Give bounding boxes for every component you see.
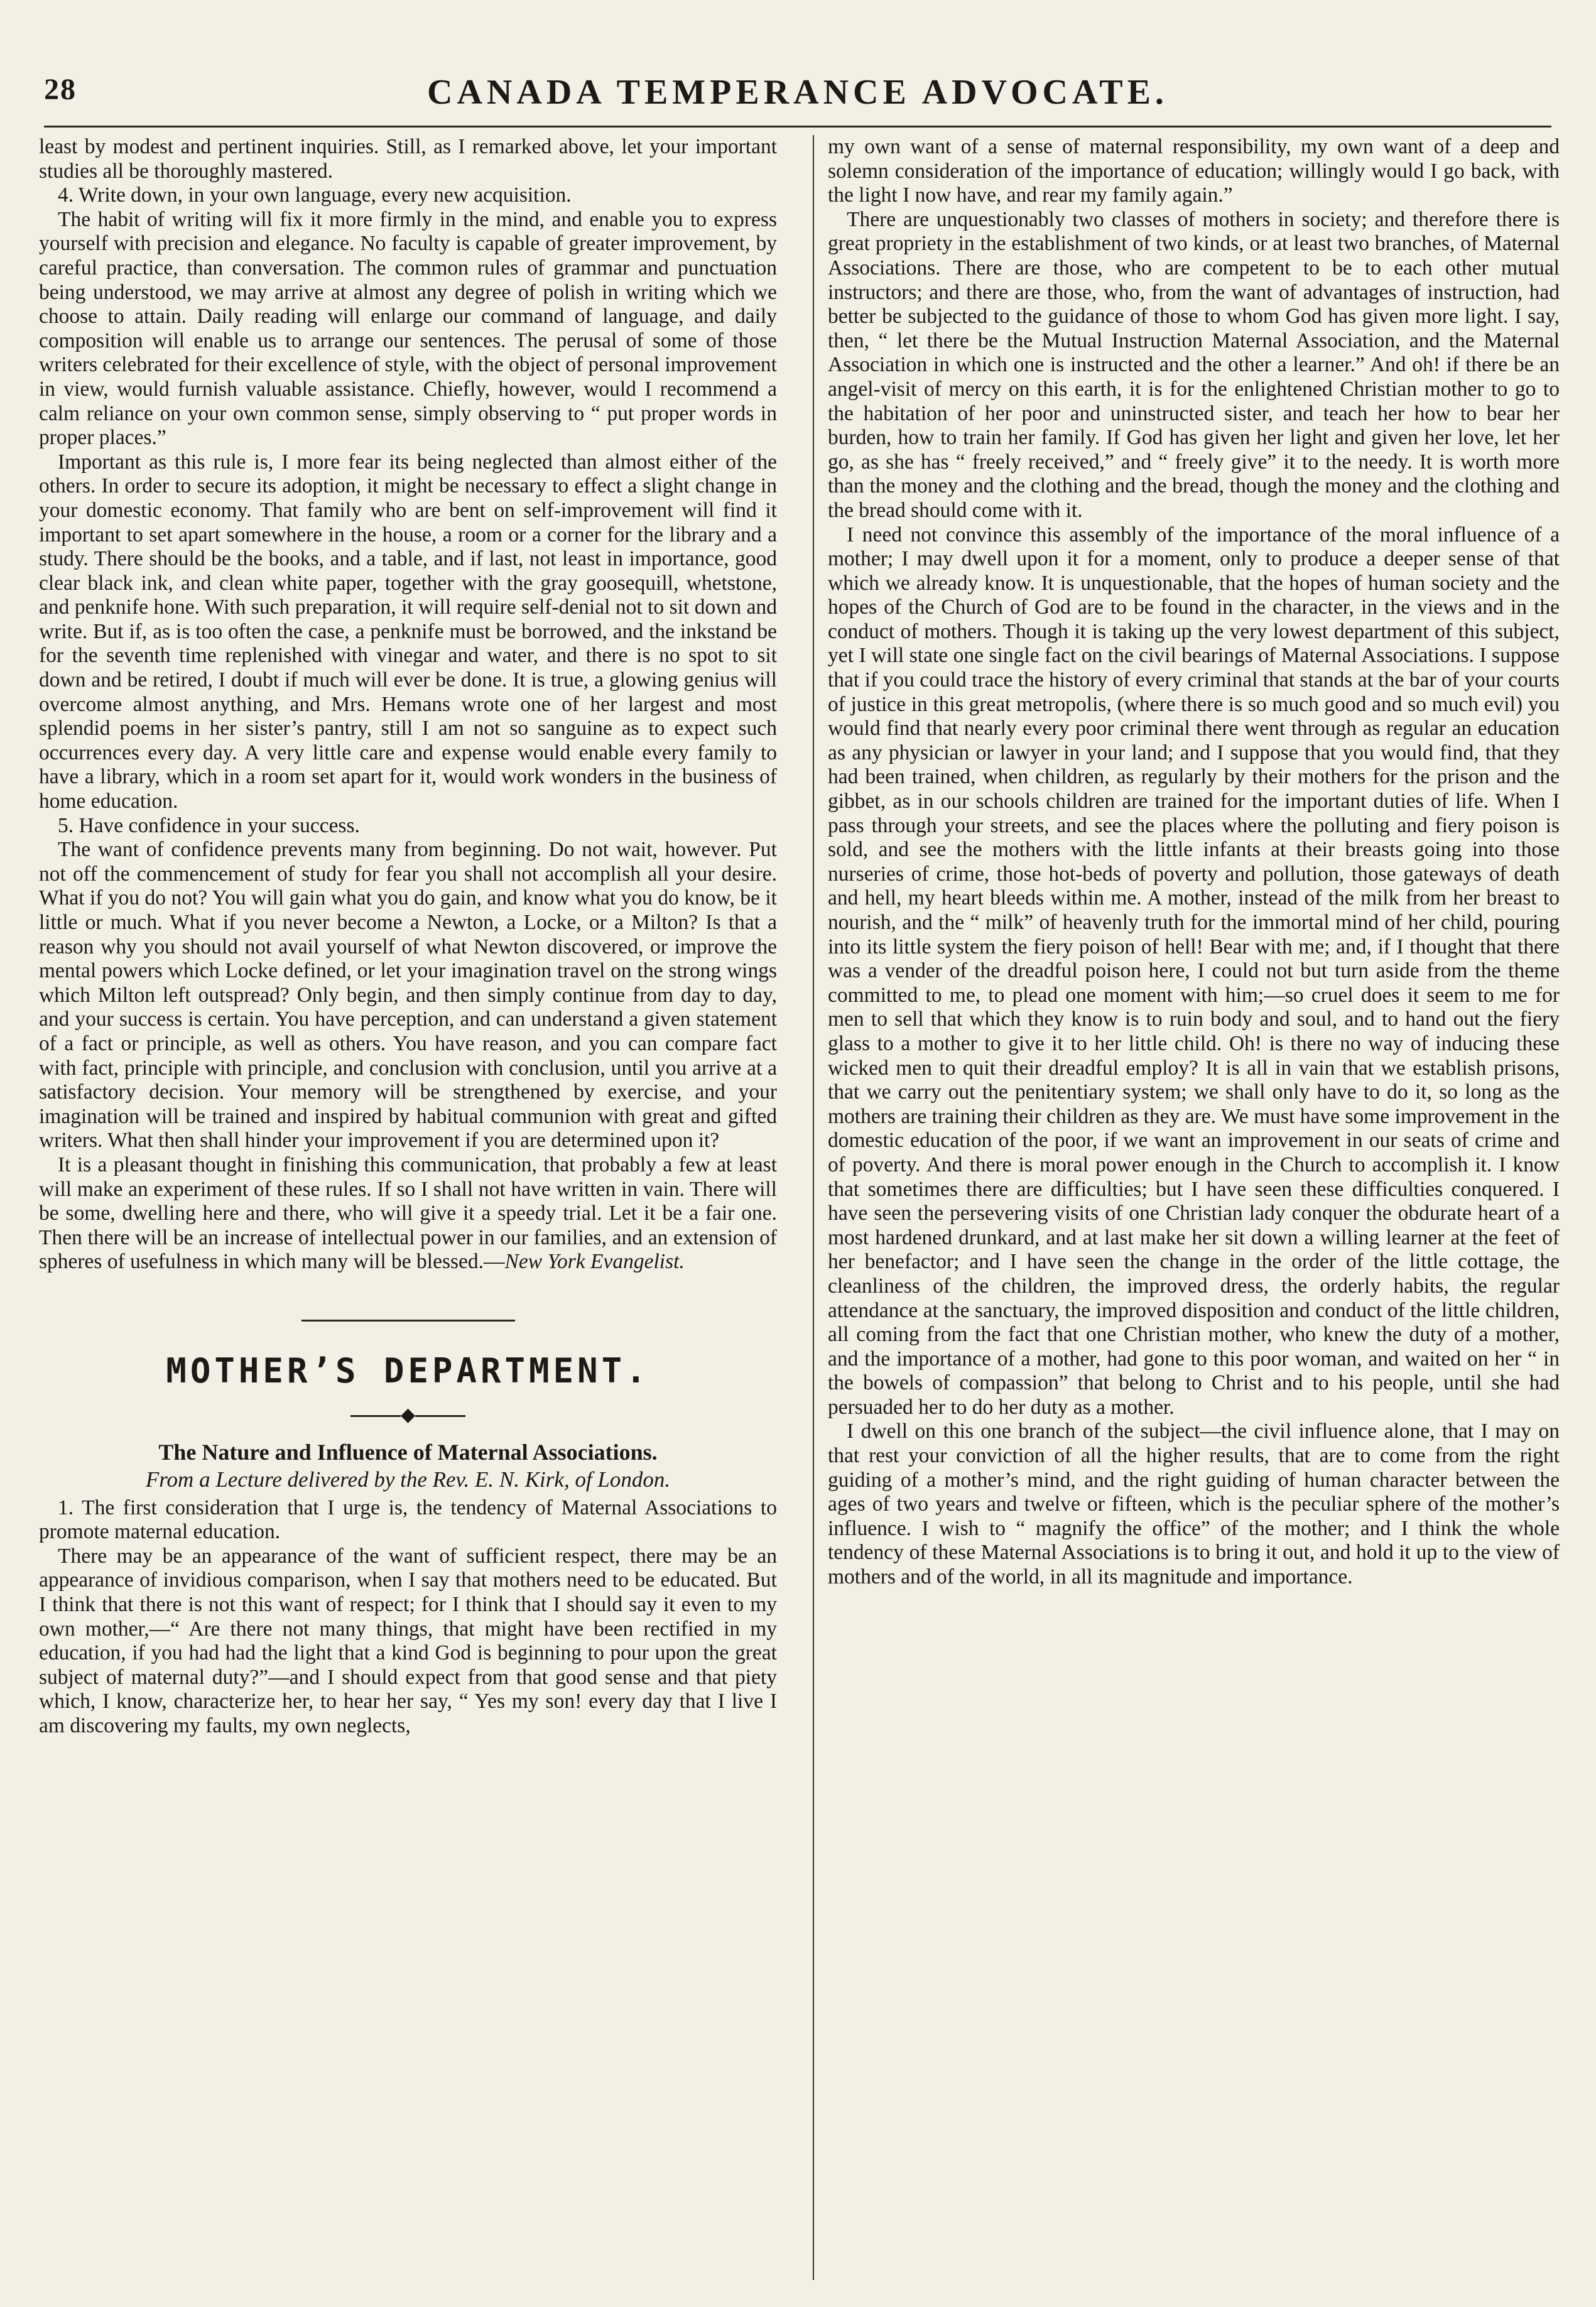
section-title: MOTHER’S DEPARTMENT. [166, 1350, 650, 1391]
numbered-heading: 4. Write down, in your own language, every new acquisition. [58, 183, 572, 207]
page-number: 28 [44, 73, 77, 106]
column-divider [813, 135, 814, 2280]
masthead: CANADA TEMPERANCE ADVOCATE. [427, 73, 1168, 112]
section-rule [301, 1320, 515, 1322]
paragraph-text: It is a pleasant thought in finishing this communication, that probably a few at least will make an experiment of these rules. If so I shall not have written in vain. There will be some, dwelling here and there, who will give it a speedy trial. Let it be a fair one. Then there will be an increase of intellectual power in our families, and an extension of spheres of usefulness in which many will be blessed.— [39, 1153, 777, 1274]
article-subtitle: From a Lecture delivered by the Rev. E. N. Kirk, of London. [145, 1467, 671, 1492]
paragraph: There may be an appearance of the want of sufficient respect, there may be an appearance of invidious comparison, when I say that mothers need to be educated. But I think that there is not this want of respect; for I think that I should say it even to my own mother,—“ Are there not many things, that might have been rectified in my education, if you had had the light that a kind God is beginning to pour upon the great subject of maternal duty?”—and I should expect from that good sense and that piety which, I know, characterize her, to hear her say, “ Yes my son! every day that I live I am discovering my faults, my own neglects, [39, 1544, 777, 1738]
page-header [44, 72, 1551, 122]
paragraph: Important as this rule is, I more fear its being neglected than almost either of the others. In order to secure its adoption, it might be necessary to effect a slight change in your domestic economy. That family who are bent on self-improvement will find it important to set apart somewhere in the house, a room or a corner for the library and a study. There should be the books, and a table, and if last, not least in importance, good clear black ink, and clean white paper, together with the gray goosequill, whetstone, and penknife hone. With such preparation, it will require self-denial not to sit down and write. But if, as is too often the case, a penknife must be borrowed, and the inkstand be for the seventh time replenished with vinegar and water, and there is no spot to sit down and be retired, I doubt if much will ever be done. It is true, a glowing genius will overcome almost anything, and Mrs. Hemans wrote one of her largest and most splendid poems in her sister’s pantry, still I am not so sanguine as to expect such occurrences every day. A very little care and expense would enable every family to have a library, which in a room set apart for it, would work wonders in the business of home education. [39, 450, 777, 813]
article-title: The Nature and Influence of Maternal Associations. [158, 1439, 658, 1465]
paragraph: I need not convince this assembly of the importance of the moral influence of a mother; I may dwell upon it for a moment, only to produce a deeper sense of that which we already know. It is unquestionable, that the hopes of human society and the hopes of the Church of God are to be found in the character, in the views and in the conduct of mothers. Though it is taking up the very lowest department of this subject, yet I will state one single fact on the civil bearings of Maternal Associations. I suppose that if you could trace the history of every criminal that stands at the bar of your courts of justice in this great metropolis, (where there is so much good and so much evil) you would find that nearly every poor criminal there went through as regular an education as any physician or lawyer in your land; and I suppose that you would find, that they had been trained, when children, as regularly by their mothers for the prison and the gibbet, as in our schools children are trained for the important duties of life. When I pass through your streets, and see the places where the polluting and fiery poison is sold, and see the mothers with the little infants at their breasts going into those nurseries of crime, those hot-beds of poverty and pollution, those gateways of death and hell, my heart bleeds within me. A mother, instead of the milk from her breast to nourish, and the “ milk” of heavenly truth for the immortal mind of her child, pouring into its little system the fiery poison of hell! Bear with me; and, if I thought that there was a vender of the dreadful poison here, I could not but turn aside from the theme committed to me, to plead one moment with him;—so cruel does it seem to me for men to sell that which they know is to ruin body and soul, and to hand out the fiery glass to a mother to give it to her little child. Oh! is there no way of inducing these wicked men to quit their dreadful employ? It is all in vain that we establish prisons, that we carry out the penitentiary system; we shall only have to do it, so long as the mothers are training their children as they are. We must have some improvement in the domestic education of the poor, if we want an improvement in our seats of crime and of poverty. And there is moral power enough in the Church to accomplish it. I know that sometimes there are difficulties; but I have seen these difficulties conquered. I have seen the persevering visits of one Christian lady conquer the obdurate heart of a most hardened drunkard, and at last make her sit down a willing learner at the feet of her benefactor; and I have seen the change in the order of the little cottage, the cleanliness of the children, the improved dress, the orderly habits, the regular attendance at the sanctuary, the improved disposition and conduct of the little children, all coming from the fact that one Christian mother, who knew the duty of a mother, and the importance of a mother, had gone to this poor woman, and waited on her “ in the bowels of compassion” that belong to Christ and to his people, until she had persuaded her to do her duty as a mother. [828, 523, 1560, 1419]
right-column [828, 135, 1560, 1590]
source-credit: New York Evangelist. [504, 1250, 685, 1274]
paragraph: The want of confidence prevents many from beginning. Do not wait, however. Put not off the commencement of study for fear you shall not accomplish all your desire. What if you do not? You will gain what you do gain, and know what you do know, be it little or much. What if you never become a Newton, a Locke, or a Milton? Is that a reason why you should not avail yourself of what Newton discovered, or improve the mental powers which Locke defined, or let your imagination travel on the strong wings which Milton left outspread? Only begin, and then simply continue from day to day, and your success is certain. You have perception, and can understand a given statement of a fact or principle, as well as others. You have reason, and you can compare fact with fact, principle with principle, and conclusion with conclusion, until you arrive at a satisfactory decision. Your memory will be strengthened by exercise, and your imagination will be trained and inspired by habitual communion with great and gifted writers. What then shall hinder your improvement if you are determined upon it? [39, 838, 777, 1153]
paragraph: I dwell on this one branch of the subject—the civil influence alone, that I may on that rest your conviction of all the higher results, that are to come from the right guiding of a mother’s mind, and the right guiding of human character between the ages of two years and twelve or fifteen, which is the peculiar sphere of the mother’s influence. I wish to “ magnify the office” of the mother; and I think the whole tendency of these Maternal Associations is to bring it out, and hold it up to the view of mothers and of the world, in all its magnitude and importance. [828, 1419, 1560, 1589]
left-column [39, 135, 777, 1739]
paragraph: least by modest and pertinent inquiries. Still, as I remarked above, let your important studies all be thoroughly mastered. [39, 135, 777, 183]
paragraph: my own want of a sense of maternal responsibility, my own want of a deep and solemn consideration of the importance of education; willingly would I go back, with the light I now have, and rear my family again.” [828, 135, 1560, 207]
paragraph [39, 1153, 777, 1274]
header-rule [44, 126, 1551, 128]
paragraph: 1. The first consideration that I urge is, the tendency of Maternal Associations to promote maternal education. [39, 1495, 777, 1544]
ornament-divider: ◆ [39, 1403, 777, 1428]
paragraph: There are unquestionably two classes of mothers in society; and therefore there is great propriety in the establishment of two kinds, or at least two branches, of Maternal Associations. There are those, who are competent to be to each other mutual instructors; and there are those, who, from the want of advantages of instruction, had better be subjected to the guidance of those to whom God has given more light. I say, then, “ let there be the Mutual Instruction Maternal Association, and the Maternal Association in which one is instructed and the other a learner.” And oh! if there be an angel-visit of mercy on this earth, it is for the enlightened Christian mother to go to the habitation of her poor and uninstructed sister, and teach her how to bear her burden, how to train her family. If God has given her light and given her love, let her go, as she has “ freely received,” and “ freely give” it to the needy. It is worth more than the money and the clothing and the bread, though the money and the clothing and the bread should come with it. [828, 207, 1560, 522]
paragraph: The habit of writing will fix it more firmly in the mind, and enable you to express yourself with precision and elegance. No faculty is capable of greater improvement, by careful practice, than conversation. The common rules of grammar and punctuation being understood, we may arrive at almost any degree of polish in writing which we choose to attain. Daily reading will enlarge our command of language, and daily composition will enable us to arrange our sentences. The perusal of some of those writers celebrated for their excellence of style, with the object of personal improvement in view, would furnish valuable assistance. Chiefly, however, would I recommend a calm reliance on your own common sense, simply observing to “ put proper words in proper places.” [39, 207, 777, 450]
numbered-heading: 5. Have confidence in your success. [58, 813, 360, 837]
